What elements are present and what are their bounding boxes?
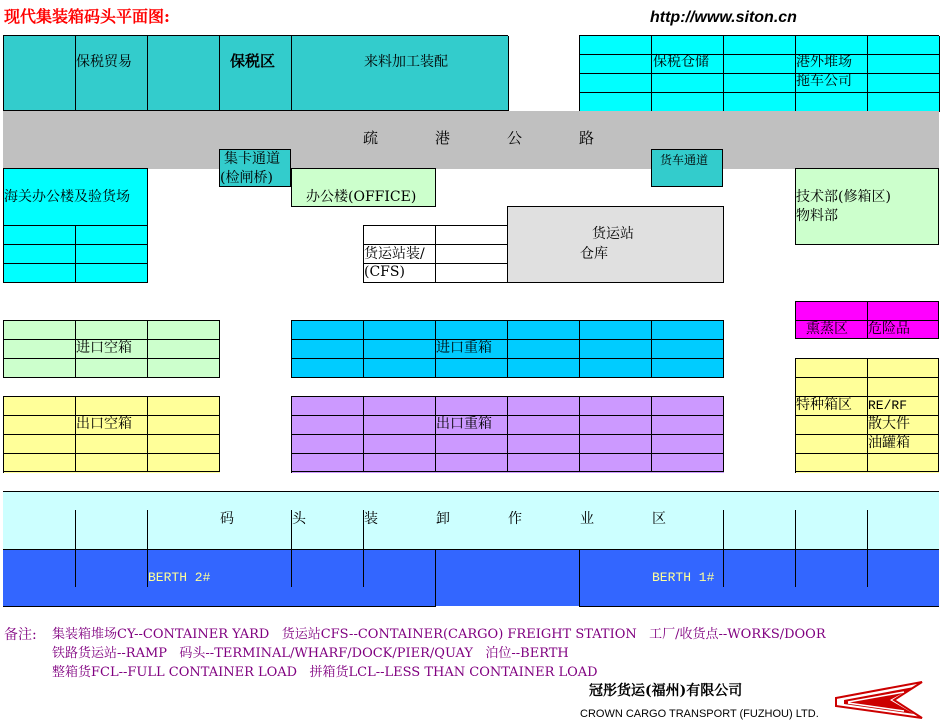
bonded-zone-label: 保税区 [230,52,276,70]
wharf-operation-zone [3,491,939,549]
gate-label-1: 集卡通道 [224,151,280,167]
export-empty-yard [3,396,220,473]
processing-label: 来料加工装配 [364,54,448,70]
bonded-warehouse-label: 保税仓储 [653,54,709,70]
special-container-yard [795,358,939,473]
import-full-yard [291,320,724,378]
special-container-label: 特种箱区 [796,397,852,413]
tech-dept-label-2: 物料部 [796,208,838,224]
import-empty-label: 进口空箱 [76,340,132,356]
wharf-char-3: 装 [364,511,378,527]
notes-prefix: 备注: [4,627,37,643]
wharf-char-6: 业 [580,511,594,527]
truck-lane-label: 货车通道 [660,153,709,167]
tank-label: 油罐箱 [868,435,910,451]
wharf-baseline [3,606,436,607]
berth-2-label: BERTH 2# [148,570,211,585]
export-full-label: 出口重箱 [436,416,492,432]
road-char-4: 路 [579,129,595,147]
wharf-char-1: 码 [220,511,234,527]
office-label: 办公楼(OFFICE) [306,189,417,205]
notes-line-1: 集装箱堆场CY--CONTAINER YARD 货运站CFS--CONTAINER(CARGO) FREIGHT STATION 工厂/收货点--WORKS/DOOR [52,627,826,642]
port-road [3,111,939,169]
wharf-char-7: 区 [652,511,666,527]
import-full-label: 进口重箱 [436,340,492,356]
fumigation-label: 熏蒸区 [806,321,848,337]
export-full-yard [291,396,724,473]
site-url[interactable]: http://www.siton.cn [650,9,797,26]
bonded-warehouse-block [579,35,939,111]
bonded-trade-label: 保税贸易 [76,54,132,70]
wharf-divider [75,510,76,587]
tech-dept-label-1: 技术部(修箱区) [796,189,891,205]
tech-dept-block [795,168,939,245]
customs-block [3,168,148,283]
cfs-label-2: (CFS) [364,264,405,280]
warehouse-label-2: 仓库 [580,246,608,262]
company-name-cn: 冠彤货运(福州)有限公司 [589,683,743,699]
bonded-zone-block [3,35,508,111]
customs-label: 海关办公楼及验货场 [4,189,130,205]
warehouse-label-1: 货运站 [592,226,634,242]
warehouse-block [507,206,724,283]
cfs-label-1: 货运站装/ [364,246,425,262]
wharf-baseline [579,606,939,607]
wharf-char-2: 头 [292,511,306,527]
wharf-divider [795,510,796,587]
road-char-2: 港 [435,129,451,147]
wharf-char-5: 作 [508,511,522,527]
dangerous-label: 危险品 [868,321,910,337]
bulk-label: 散大件 [868,416,910,432]
road-char-1: 疏 [363,129,379,147]
wharf-divider [435,549,436,606]
gate-label-2: (检闸桥) [220,170,273,186]
notes-line-2: 铁路货运站--RAMP 码头--TERMINAL/WHARF/DOCK/PIER/QUAY 泊位--BERTH [52,646,569,661]
berth-area [3,549,939,606]
wharf-divider [579,549,580,606]
berth-1-label: BERTH 1# [652,570,715,585]
export-empty-label: 出口空箱 [76,416,132,432]
outside-yard-label: 港外堆场 [796,54,852,70]
company-name-en: CROWN CARGO TRANSPORT (FUZHOU) LTD. [580,708,819,720]
notes-line-3: 整箱货FCL--FULL CONTAINER LOAD 拼箱货LCL--LESS THAN CONTAINER LOAD [52,665,598,680]
trailer-company-label: 拖车公司 [796,73,852,89]
company-logo [834,678,924,720]
wharf-char-4: 卸 [436,511,450,527]
road-char-3: 公 [507,129,523,147]
re-rf-label: RE/RF [868,398,908,413]
wharf-divider [723,510,724,587]
wharf-divider [867,510,868,587]
page-title: 现代集装箱码头平面图: [4,7,170,26]
